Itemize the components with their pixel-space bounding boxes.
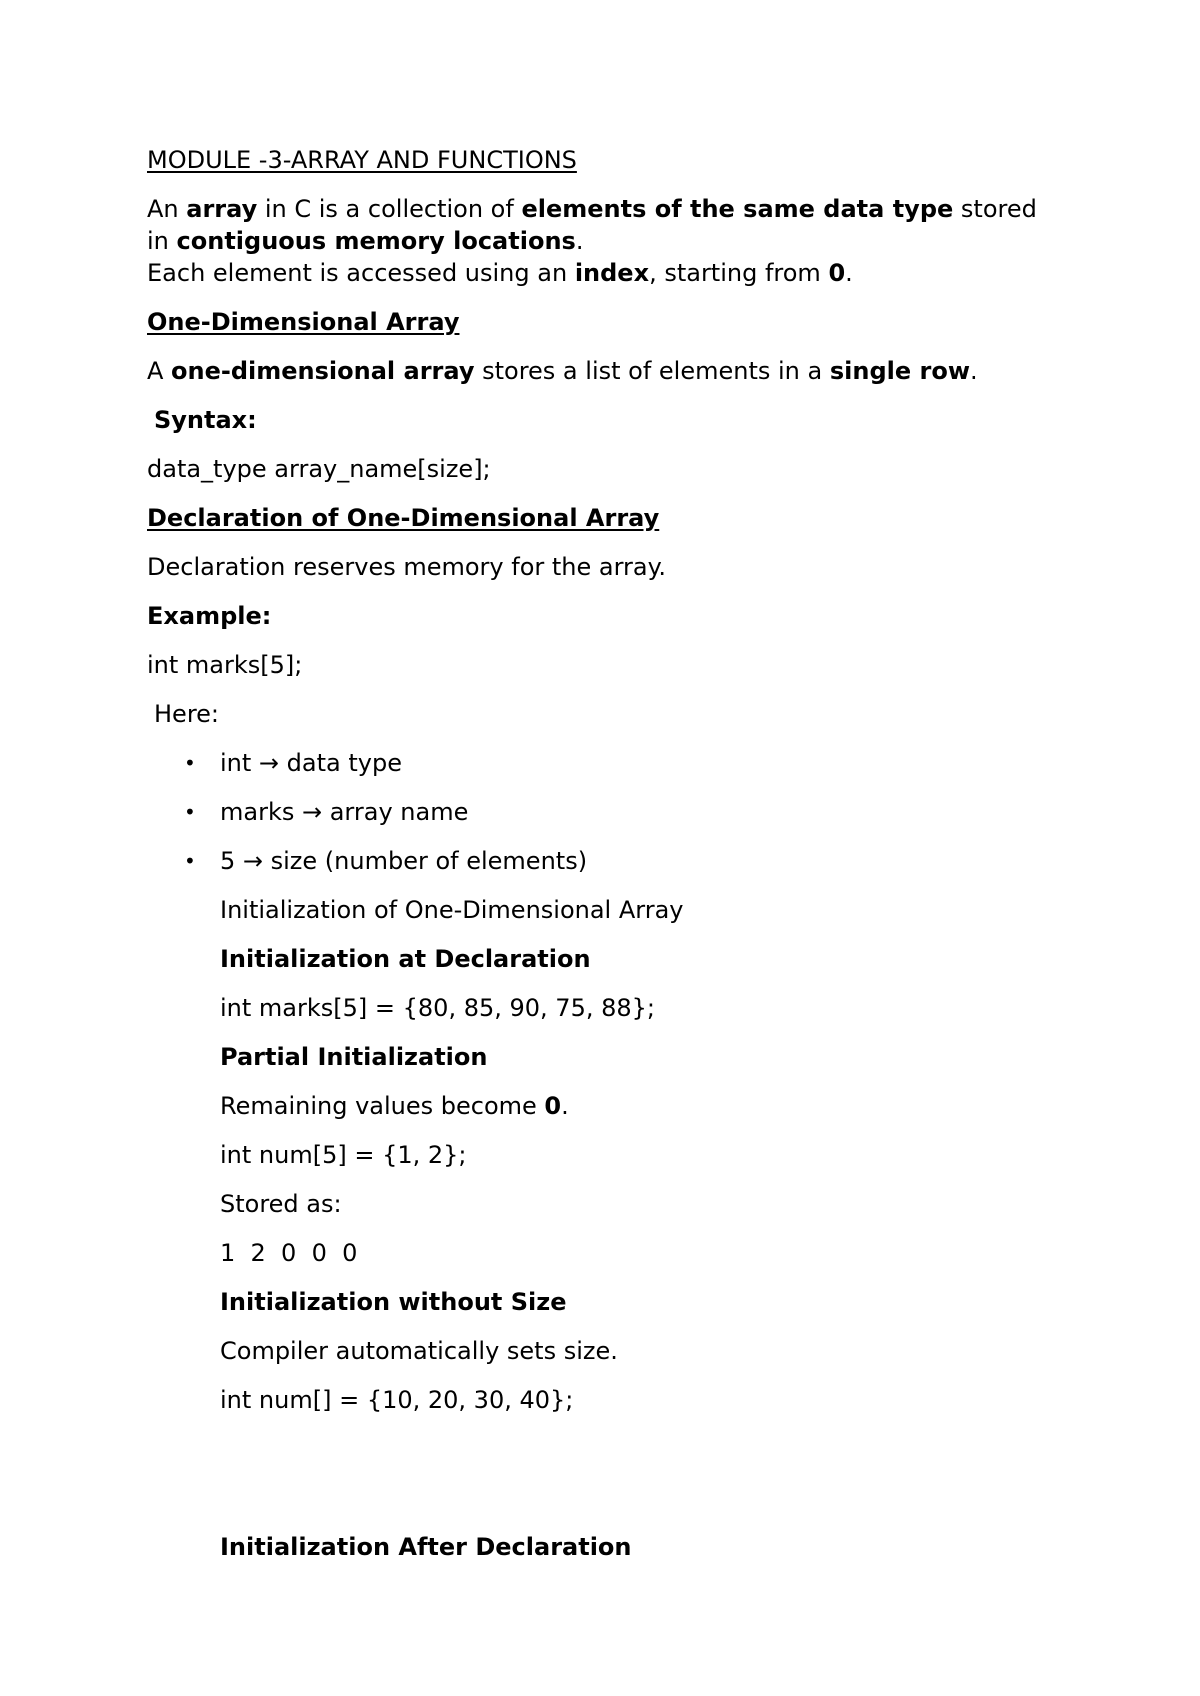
- text-run: , starting from: [649, 259, 829, 287]
- partial-init-label: Partial Initialization: [220, 1043, 488, 1071]
- text-run: stores a list of elements in a: [474, 357, 830, 385]
- text-run-bold: 0: [828, 259, 846, 287]
- text-run: Each element is accessed using an: [147, 259, 575, 287]
- here-label: Here:: [154, 700, 220, 728]
- example-code: int marks[5];: [147, 651, 303, 679]
- intro-line-1: [147, 194, 1037, 224]
- bullet-item-size: 5 → size (number of elements): [220, 847, 588, 875]
- bullet-item-array-name: marks → array name: [220, 798, 469, 826]
- stored-values: 1 2 0 0 0: [220, 1239, 358, 1267]
- text-run-bold: array: [186, 195, 258, 223]
- text-run-bold: 0: [544, 1092, 562, 1120]
- partial-init-desc: [220, 1091, 569, 1121]
- partial-init-code: int num[5] = {1, 2};: [220, 1141, 467, 1169]
- declaration-desc: Declaration reserves memory for the array.: [147, 553, 667, 581]
- init-at-declaration-label: Initialization at Declaration: [220, 945, 591, 973]
- one-dim-heading: One-Dimensional Array: [147, 308, 460, 336]
- init-after-declaration-label: Initialization After Declaration: [220, 1533, 632, 1561]
- init-without-size-code: int num[] = {10, 20, 30, 40};: [220, 1386, 574, 1414]
- text-run: Remaining values become: [220, 1092, 545, 1120]
- intro-line-2: [147, 226, 583, 256]
- text-run: in C is a collection of: [257, 195, 522, 223]
- intro-line-3: [147, 258, 853, 288]
- bullet-item-data-type: int → data type: [220, 749, 402, 777]
- initialization-heading: Initialization of One-Dimensional Array: [220, 896, 684, 924]
- text-run-bold: one-dimensional array: [171, 357, 475, 385]
- bullet-dot: •: [184, 800, 196, 824]
- module-title: MODULE -3-ARRAY AND FUNCTIONS: [147, 146, 577, 174]
- declaration-heading: Declaration of One-Dimensional Array: [147, 504, 660, 532]
- bullet-dot: •: [184, 751, 196, 775]
- syntax-code: data_type array_name[size];: [147, 455, 491, 483]
- init-without-size-desc: Compiler automatically sets size.: [220, 1337, 618, 1365]
- text-run: in: [147, 227, 177, 255]
- example-label: Example:: [147, 602, 272, 630]
- text-run: .: [561, 1092, 569, 1120]
- text-run: .: [970, 357, 978, 385]
- text-run-bold: index: [574, 259, 650, 287]
- init-without-size-label: Initialization without Size: [220, 1288, 567, 1316]
- text-run: .: [575, 227, 584, 255]
- text-run-bold: contiguous memory locations: [176, 227, 576, 255]
- bullet-dot: •: [184, 849, 196, 873]
- syntax-label: Syntax:: [154, 406, 257, 434]
- text-run: An: [147, 195, 187, 223]
- stored-as-label: Stored as:: [220, 1190, 342, 1218]
- text-run-bold: single row: [829, 357, 970, 385]
- init-at-declaration-code: int marks[5] = {80, 85, 90, 75, 88};: [220, 994, 655, 1022]
- text-run-bold: elements of the same data type: [521, 195, 954, 223]
- text-run: A: [147, 357, 172, 385]
- text-run: .: [845, 259, 853, 287]
- one-dim-desc: [147, 356, 978, 386]
- text-run: stored: [953, 195, 1037, 223]
